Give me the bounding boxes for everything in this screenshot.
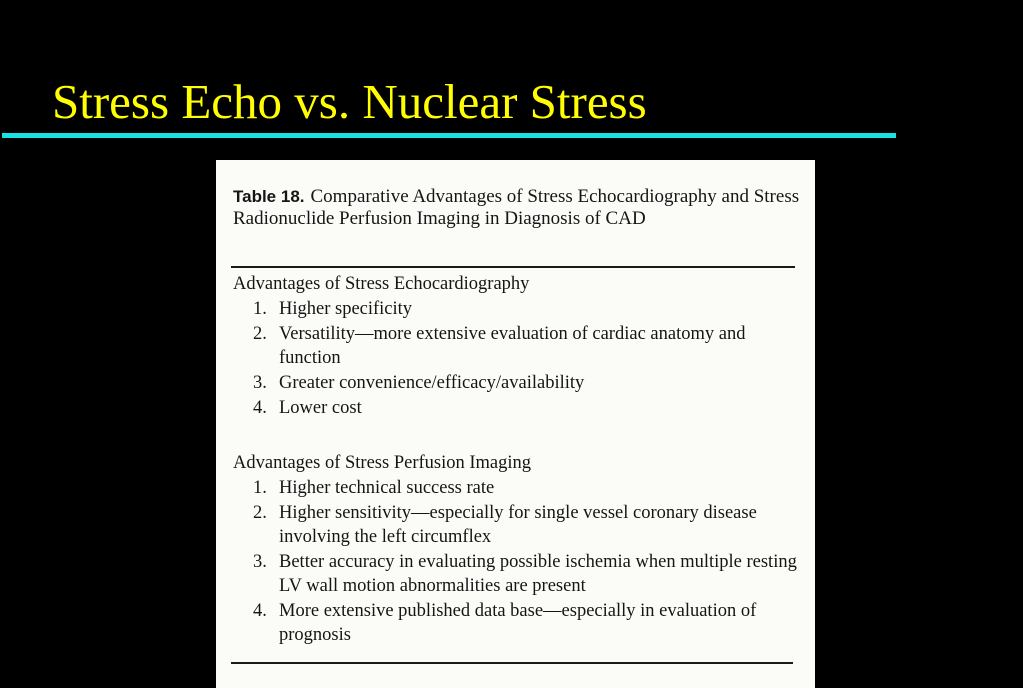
item-text: Higher specificity [279,299,413,319]
advantages-list [233,476,803,647]
item-number: 4. [253,398,267,418]
item-text: More extensive published data base—especially in evaluation of prognosis [279,601,757,645]
item-text: Higher technical success rate [279,478,495,498]
slide-title: Stress Echo vs. Nuclear Stress [52,74,647,129]
item-text: Higher sensitivity—especially for single vessel coronary disease involving the left circumflex [279,503,757,547]
list-item [233,322,803,370]
section-heading: Advantages of Stress Echocardiography [233,274,530,294]
table-label: Table 18. [233,187,305,206]
table-caption-text: Comparative Advantages of Stress Echocardiography and Stress Radionuclide Perfusion Imaging in Diagnosis of CAD [233,186,800,229]
table-caption [233,186,803,230]
section-heading: Advantages of Stress Perfusion Imaging [233,453,532,473]
item-text: Versatility—more extensive evaluation of cardiac anatomy and function [279,324,746,368]
item-text: Greater convenience/efficacy/availability [279,373,585,393]
item-number: 2. [253,503,267,523]
list-item [233,599,803,647]
title-underline [2,133,896,138]
list-item [233,297,803,321]
item-number: 1. [253,478,267,498]
item-number: 2. [253,324,267,344]
list-item [233,501,803,549]
list-item [233,476,803,500]
list-item [233,396,803,420]
item-number: 1. [253,299,267,319]
scanned-table [216,160,815,688]
list-item [233,550,803,598]
item-text: Better accuracy in evaluating possible ischemia when multiple resting LV wall motion abnormalities are present [279,552,797,596]
item-number: 4. [253,601,267,621]
section-echo [233,272,803,420]
table-bottom-rule [231,662,793,664]
section-perfusion [233,451,803,647]
item-number: 3. [253,552,267,572]
list-item [233,371,803,395]
item-text: Lower cost [279,398,362,418]
item-number: 3. [253,373,267,393]
table-top-rule [231,266,795,268]
advantages-list [233,297,803,420]
